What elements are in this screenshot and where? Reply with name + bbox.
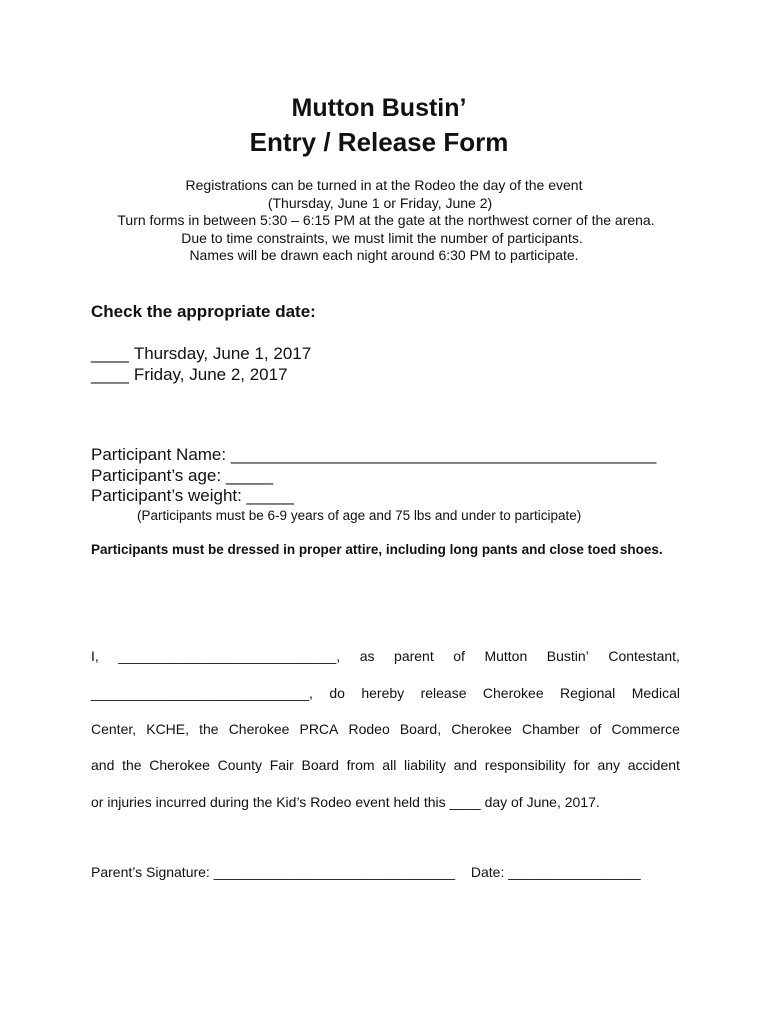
date-options bbox=[91, 343, 311, 385]
release-word: County bbox=[217, 757, 262, 773]
check-date-heading: Check the appropriate date: bbox=[91, 302, 316, 321]
release-text: or injuries incurred during the Kid’s Rodeo event held this bbox=[91, 794, 446, 810]
parent-name-field[interactable]: ____________________________, bbox=[91, 685, 313, 701]
release-word: the bbox=[199, 721, 219, 737]
participant-weight-label: Participant’s weight: bbox=[91, 486, 242, 505]
checkbox-blank[interactable]: ____ bbox=[91, 365, 129, 384]
instruction-line: Registrations can be turned in at the Rodeo the day of the event bbox=[185, 177, 583, 193]
attire-notice: Participants must be dressed in proper attire, including long pants and close toed shoes. bbox=[91, 542, 663, 557]
release-word: do bbox=[329, 685, 345, 701]
release-word: accident bbox=[627, 757, 680, 773]
release-word: release bbox=[420, 685, 467, 701]
signature-row bbox=[91, 864, 641, 880]
release-word: all bbox=[382, 757, 397, 773]
release-word: Board bbox=[301, 757, 339, 773]
release-word: Medical bbox=[631, 685, 680, 701]
release-line-2 bbox=[91, 685, 680, 701]
release-word: Board, bbox=[399, 721, 442, 737]
release-word: responsibility bbox=[484, 757, 566, 773]
release-word: and bbox=[453, 757, 478, 773]
parent-signature-label: Parent’s Signature: bbox=[91, 864, 210, 880]
participant-weight-row bbox=[91, 486, 656, 507]
checkbox-blank[interactable]: ____ bbox=[91, 344, 129, 363]
release-word: Rodeo bbox=[348, 721, 390, 737]
instruction-line: Due to time constraints, we must limit the number of participants. bbox=[181, 229, 583, 246]
participant-age-field[interactable]: _____ bbox=[225, 465, 274, 485]
release-word: from bbox=[346, 757, 375, 773]
registration-instructions bbox=[0, 177, 770, 265]
instruction-line: (Thursday, June 1 or Friday, June 2) bbox=[267, 194, 493, 211]
release-word: KCHE, bbox=[146, 721, 190, 737]
form-subtitle: Entry / Release Form bbox=[249, 127, 509, 157]
release-line-4 bbox=[91, 757, 680, 773]
release-word: Cherokee bbox=[228, 721, 290, 737]
date-option-friday[interactable] bbox=[91, 364, 311, 385]
participant-name-row bbox=[91, 445, 656, 466]
release-word: parent bbox=[394, 648, 434, 664]
release-word: Cherokee bbox=[149, 757, 210, 773]
form-title: Mutton Bustin’ bbox=[291, 94, 467, 122]
release-word: of bbox=[589, 721, 602, 737]
date-option-label: Friday, June 2, 2017 bbox=[133, 365, 288, 384]
parent-signature-field[interactable]: _______________________________ bbox=[213, 864, 456, 880]
release-word: Chamber bbox=[521, 721, 580, 737]
release-word: Regional bbox=[560, 685, 616, 701]
release-word: liability bbox=[404, 757, 447, 773]
participant-weight-field[interactable]: _____ bbox=[246, 486, 294, 505]
contestant-name-field[interactable]: ____________________________, bbox=[118, 648, 341, 664]
release-word: Mutton bbox=[484, 648, 528, 664]
release-word: for bbox=[573, 757, 590, 773]
release-word: PRCA bbox=[299, 721, 339, 737]
release-word: the bbox=[122, 757, 142, 773]
release-line-5 bbox=[91, 794, 680, 810]
signature-date-field[interactable]: _________________ bbox=[508, 864, 641, 880]
release-word: Contestant, bbox=[608, 648, 680, 664]
release-word: Cherokee bbox=[482, 685, 544, 701]
date-option-thursday[interactable] bbox=[91, 343, 311, 364]
participant-name-label: Participant Name: bbox=[91, 445, 227, 464]
date-option-label: Thursday, June 1, 2017 bbox=[133, 344, 312, 363]
release-word: Center, bbox=[91, 721, 137, 737]
eligibility-note: (Participants must be 6-9 years of age and 75 lbs and under to participate) bbox=[137, 508, 582, 523]
instruction-line: Turn forms in between 5:30 – 6:15 PM at the gate at the northwest corner of the arena. bbox=[117, 212, 655, 229]
signature-date-label: Date: bbox=[470, 864, 505, 880]
participant-info bbox=[91, 445, 656, 507]
participant-age-label: Participant’s age: bbox=[91, 465, 222, 485]
release-word: Cherokee bbox=[451, 721, 512, 737]
event-day-field[interactable]: ____ bbox=[449, 794, 481, 810]
release-word: Bustin’ bbox=[546, 648, 589, 664]
release-word: hereby bbox=[361, 685, 405, 701]
release-text: day of June, 2017. bbox=[484, 794, 600, 810]
release-word: any bbox=[597, 757, 621, 773]
release-word: Commerce bbox=[611, 721, 680, 737]
release-line-3 bbox=[91, 721, 680, 737]
release-word: Fair bbox=[269, 757, 294, 773]
participant-name-field[interactable]: _____________________________________________ bbox=[230, 445, 657, 464]
release-word: I, bbox=[91, 648, 99, 664]
release-line-1 bbox=[91, 648, 680, 664]
release-word: as bbox=[359, 648, 375, 664]
instruction-line: Names will be drawn each night around 6:30 PM to participate. bbox=[189, 247, 579, 264]
release-word: and bbox=[91, 757, 115, 773]
participant-age-row bbox=[91, 466, 656, 487]
release-word: of bbox=[453, 648, 465, 664]
